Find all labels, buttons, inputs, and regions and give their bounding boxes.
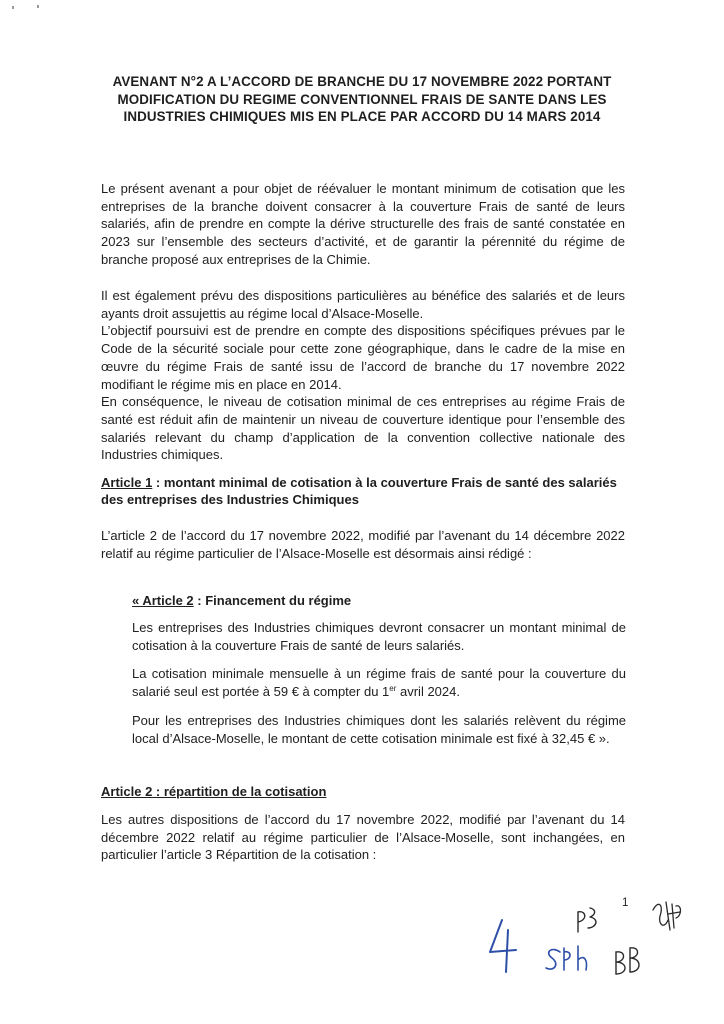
initial-sph bbox=[546, 946, 587, 970]
scan-artifact bbox=[12, 6, 14, 9]
page-number: 1 bbox=[622, 897, 629, 909]
article-1-label: Article 1 bbox=[101, 475, 153, 490]
preamble-p1: Le présent avenant a pour objet de réévaluer le montant minimum de cotisation que les entreprises de la branche doivent consacrer à la couverture Frais de santé de leurs salariés, afin de prendre en compte la dérive structurelle des frais de santé constatée en 2023 sur l’ensemble des secteurs d’activité, et de garantir la pérennité du régime de branche proposé aux entreprises de la Chimie. bbox=[101, 181, 625, 267]
quoted-article-2-label: « Article 2 bbox=[132, 593, 194, 608]
preamble-block bbox=[101, 287, 625, 464]
quoted-paragraph-2: La cotisation minimale mensuelle à un régime frais de santé pour la couverture du salarié seul est portée à 59 € à compter du 1er avril 2024. bbox=[132, 666, 626, 699]
scan-artifact bbox=[37, 5, 39, 8]
article-1-title: : montant minimal de cotisation à la couverture Frais de santé des salariés des entreprises des Industries Chimiques bbox=[101, 475, 617, 507]
initial-4 bbox=[490, 920, 516, 972]
article-1-heading bbox=[101, 474, 629, 508]
document-title: AVENANT N°2 A L’ACCORD DE BRANCHE DU 17 NOVEMBRE 2022 PORTANT MODIFICATION DU REGIME CONVENTIONNEL FRAIS DE SANTE DANS LES INDUSTRIES CHIMIQUES MIS EN PLACE PAR ACCORD DU 14 MARS 2014 bbox=[112, 74, 612, 124]
preamble-p2: Il est également prévu des dispositions particulières au bénéfice des salariés et de leurs ayants droit assujettis au régime local d’Alsace-Moselle. bbox=[101, 288, 625, 321]
preamble-p4: En conséquence, le niveau de cotisation minimal de ces entreprises au régime Frais de santé est réduit afin de maintenir un niveau de couverture identique pour l’ensemble des salariés relevant du champ d’application de la convention collective nationale des Industries chimiques. bbox=[101, 394, 625, 463]
handwritten-initials bbox=[468, 890, 698, 985]
preamble-p3: L’objectif poursuivi est de prendre en compte des dispositions spécifiques prévues par le Code de la sécurité sociale pour cette zone géographique, dans le cadre de la mise en œuvre du régime Frais de santé issu de l’accord de branche du 17 novembre 2022 modifiant le régime mis en place en 2014. bbox=[101, 323, 625, 392]
quoted-article-2-heading bbox=[132, 592, 622, 609]
superscript-er: er bbox=[389, 683, 397, 693]
article-2-text: Les autres dispositions de l’accord du 17 novembre 2022, modifié par l’avenant du 14 décembre 2022 relatif au régime particulier de l’Alsace-Moselle, sont inchangées, en particulier l’article 3 Répartition de la cotisation : bbox=[101, 812, 625, 863]
initial-pb bbox=[578, 908, 596, 932]
quoted-paragraph-3: Pour les entreprises des Industries chimiques dont les salariés relèvent du régime local d’Alsace-Moselle, le montant de cette cotisation minimale est fixé à 32,45 € ». bbox=[132, 713, 626, 746]
quoted-paragraph-1: Les entreprises des Industries chimiques devront consacrer un montant minimal de cotisation à la couverture Frais de santé de leurs salariés. bbox=[132, 620, 626, 653]
article-2-heading: Article 2 : répartition de la cotisation bbox=[101, 784, 327, 799]
initial-signature bbox=[653, 902, 681, 930]
quoted-article-2-title: : Financement du régime bbox=[193, 593, 352, 608]
article-1-intro: L’article 2 de l’accord du 17 novembre 2022, modifié par l’avenant du 14 décembre 2022 relatif au régime particulier de l’Alsace-Moselle est désormais ainsi rédigé : bbox=[101, 528, 625, 561]
initial-bb bbox=[616, 948, 639, 974]
